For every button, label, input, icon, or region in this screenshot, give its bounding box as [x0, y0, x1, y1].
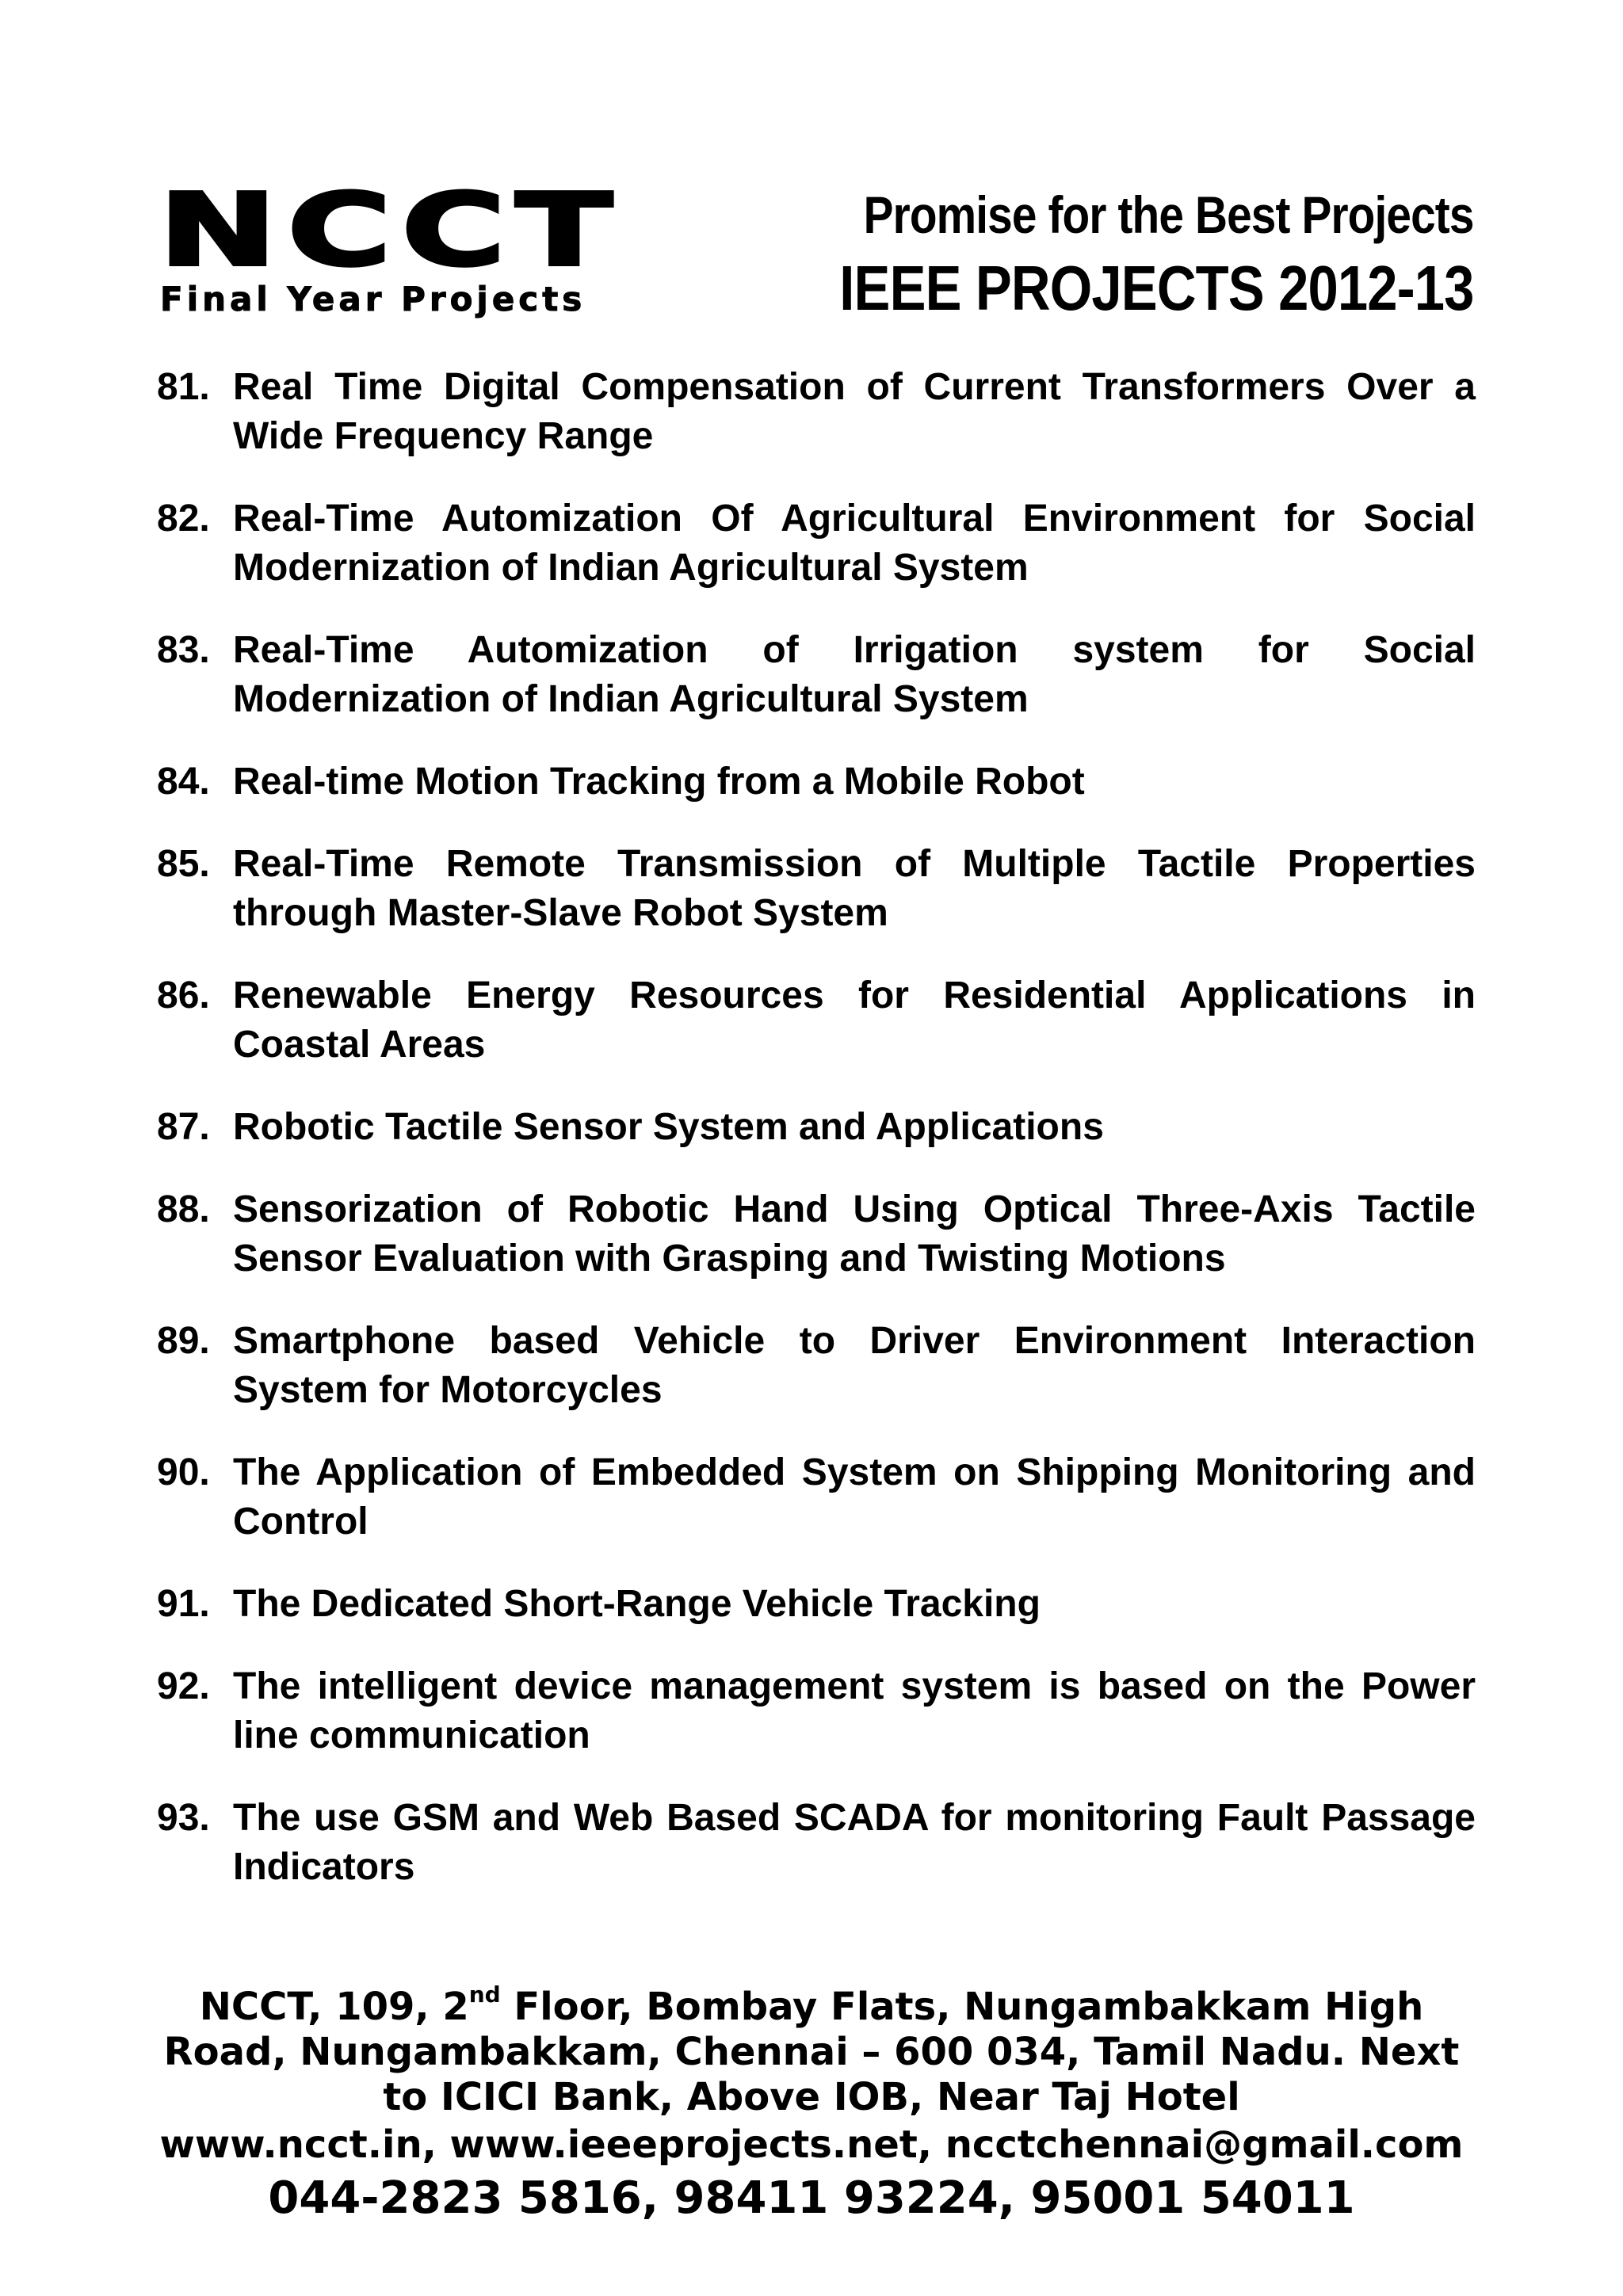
list-item — [157, 626, 1476, 724]
item-title: Robotic Tactile Sensor System and Applications — [233, 1106, 1104, 1148]
item-title: The Application of Embedded System on Shipping Monitoring and Control — [233, 1451, 1476, 1543]
item-number: 90. — [157, 1451, 210, 1493]
item-title: Real-Time Automization Of Agricultural Environment for Social Modernization of Indian Agricultural System — [233, 498, 1476, 589]
list-item — [157, 363, 1476, 461]
list-item — [157, 757, 1476, 807]
item-number: 86. — [157, 974, 210, 1016]
item-title: Real-Time Remote Transmission of Multiple Tactile Properties through Master-Slave Robot System — [233, 843, 1476, 934]
item-number: 92. — [157, 1665, 210, 1707]
item-title: The intelligent device management system is based on the Power line communication — [233, 1665, 1476, 1756]
ncct-logo: NCCT — [158, 172, 623, 288]
item-number: 82. — [157, 498, 210, 540]
item-number: 85. — [157, 843, 210, 885]
list-item — [157, 971, 1476, 1070]
item-title: Sensorization of Robotic Hand Using Optical Three-Axis Tactile Sensor Evaluation with Grasping and Twisting Motions — [233, 1188, 1476, 1280]
tagline-block — [736, 186, 1474, 322]
item-title: Real-time Motion Tracking from a Mobile Robot — [233, 761, 1085, 803]
list-item — [157, 840, 1476, 938]
website-links: www.ncct.in, www.ieeeprojects.net, ncctchennai@gmail.com — [159, 2122, 1464, 2167]
list-item — [157, 1448, 1476, 1547]
tagline-text: Promise for the Best Projects — [864, 185, 1474, 244]
item-title: The Dedicated Short-Range Vehicle Tracking — [233, 1583, 1041, 1625]
item-number: 81. — [157, 366, 210, 408]
address-start: NCCT, 109, 2 — [199, 1985, 469, 2029]
list-item — [157, 1662, 1476, 1760]
brand-block — [158, 172, 623, 318]
logo-subtitle: Final Year Projects — [160, 280, 586, 318]
list-item — [157, 1103, 1476, 1152]
item-title: Smartphone based Vehicle to Driver Environment Interaction System for Motorcycles — [233, 1320, 1476, 1411]
item-number: 89. — [157, 1320, 210, 1362]
project-list — [157, 363, 1476, 1925]
list-item — [157, 1317, 1476, 1415]
item-title: Renewable Energy Resources for Residential Applications in Coastal Areas — [233, 974, 1476, 1066]
item-number: 87. — [157, 1106, 210, 1148]
list-item — [157, 494, 1476, 593]
item-number: 88. — [157, 1188, 210, 1230]
item-number: 93. — [157, 1797, 210, 1839]
item-title: Real Time Digital Compensation of Current Transformers Over a Wide Frequency Range — [233, 366, 1476, 457]
item-number: 84. — [157, 761, 210, 803]
contact-footer — [119, 1981, 1504, 2227]
list-item — [157, 1580, 1476, 1629]
item-title: The use GSM and Web Based SCADA for monitoring Fault Passage Indicators — [233, 1797, 1476, 1888]
address-text — [119, 1981, 1504, 2120]
item-number: 83. — [157, 629, 210, 671]
address-rest: Floor, Bombay Flats, Nungambakkam High Road, Nungambakkam, Chennai – 600 034, Tamil Nadu. Next to ICICI Bank, Above IOB, Near Taj Hotel — [163, 1985, 1460, 2119]
item-title: Real-Time Automization of Irrigation system for Social Modernization of Indian Agricultural System — [233, 629, 1476, 720]
list-item — [157, 1185, 1476, 1283]
list-item — [157, 1794, 1476, 1892]
page-header — [158, 172, 1474, 329]
page-title: IEEE PROJECTS 2012-13 — [839, 253, 1474, 323]
item-number: 91. — [157, 1583, 210, 1625]
phone-numbers: 044-2823 5816, 98411 93224, 95001 54011 — [268, 2172, 1355, 2224]
ordinal-suffix: nd — [468, 1981, 501, 2008]
